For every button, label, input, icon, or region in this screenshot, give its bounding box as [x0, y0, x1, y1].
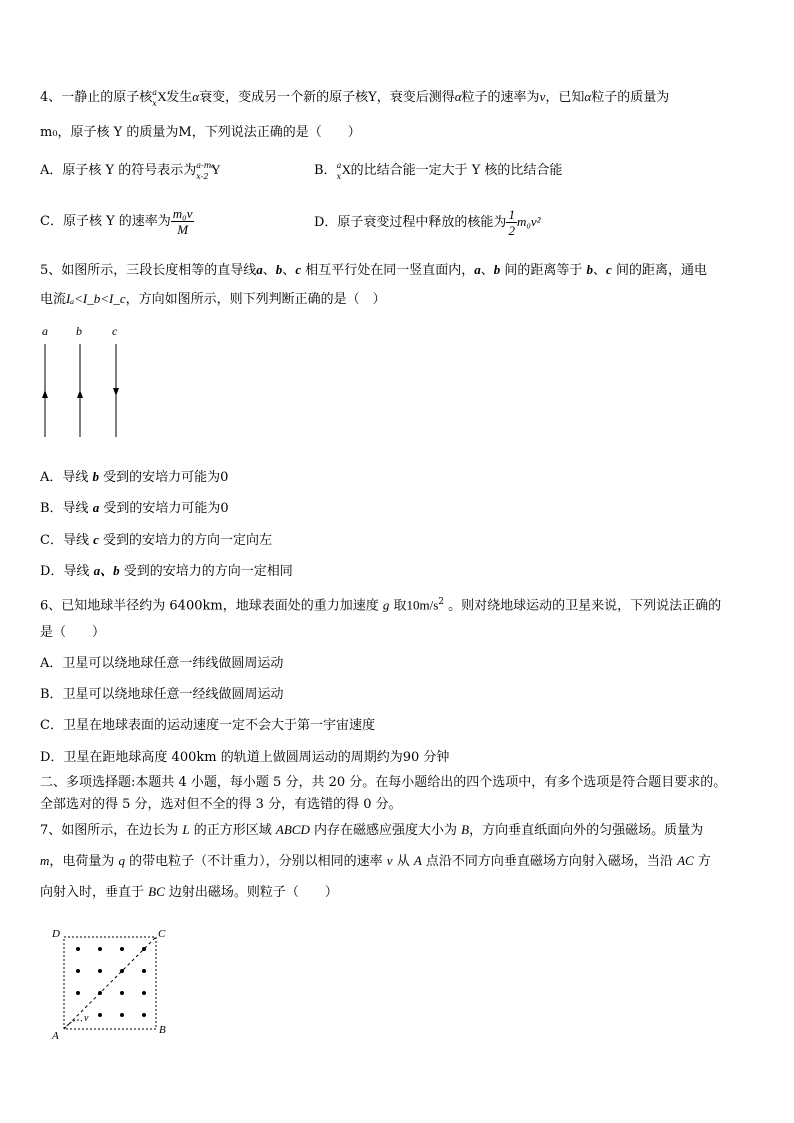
field-dot	[76, 991, 80, 995]
field-dot	[98, 1013, 102, 1017]
q4-option-b: B． a x X 的比结合能一定大于 Y 核的比结合能	[314, 161, 563, 181]
section2-heading-line2: 全部选对的得 5 分，选对但不全的得 3 分，有选错的得 0 分。	[40, 797, 402, 812]
q4-text: 4、一静止的原子核	[40, 90, 153, 105]
q4-option-a: A．原子核 Y 的符号表示为 a-m₀ x-2 Y	[40, 161, 221, 181]
field-dot	[120, 969, 124, 973]
field-dot	[120, 1013, 124, 1017]
corner-label-d: D	[52, 928, 60, 940]
q4-option-c: C．原子核 Y 的速率为 $\frac{\text{m₀v}}{M}$	[40, 206, 193, 237]
nuclide-x: a x X	[336, 161, 351, 181]
q6-option-c: C．卫星在地球表面的运动速度一定不会大于第一宇宙速度	[40, 718, 375, 733]
current-up-arrow-b	[77, 390, 83, 398]
wires-figure	[30, 322, 140, 444]
velocity-arc	[64, 1020, 82, 1029]
fraction-one-half: $\frac{1}{2}$	[508, 207, 515, 238]
q7-stem-line2: m，电荷量为 q 的带电粒子（不计重力），分别以相同的速率 v 从 A 点沿不同方向垂直磁场方向射入磁场，当沿 AC 方	[40, 853, 711, 869]
q4-stem-line2: m₀，原子核 Y 的质量为M，下列说法正确的是（ ）	[40, 125, 361, 140]
fraction-m0v-over-M: $\frac{\text{m₀v}}{M}$	[172, 206, 193, 237]
q5-option-c: C．导线 c 受到的安培力的方向一定向左	[40, 532, 273, 548]
q4-option-d: D．原子衰变过程中释放的核能为 $\frac{1}{2}$ m₀v²	[314, 207, 541, 238]
current-down-arrow-c	[113, 388, 119, 396]
q6-option-b: B．卫星可以绕地球任意一经线做圆周运动	[40, 687, 284, 702]
q6-stem-line1: 6、已知地球半径约为 6400km，地球表面处的重力加速度 g 取$10m/s^2$ 。则对绕地球运动的卫星来说，下列说法正确的	[40, 597, 722, 614]
nuclide-y: a-m₀ x-2 Y	[196, 161, 221, 181]
velocity-label-v: v	[84, 1013, 89, 1024]
corner-label-a: A	[52, 1030, 59, 1042]
current-inequality: Iₐ<I_b<I_c	[66, 291, 126, 306]
q4-stem-line1: 4、一静止的原子核 a x X 发生α衰变，变成另一个新的原子核Y，衰变后测得α粒子的速率为v，已知α粒子的质量为	[40, 88, 670, 108]
field-dot	[142, 1013, 146, 1017]
q5-option-b: B．导线 a 受到的安培力可能为0	[40, 500, 229, 516]
field-dot	[98, 991, 102, 995]
alpha-symbol: α	[192, 89, 200, 104]
q6-stem-line2: 是（ ）	[40, 625, 106, 640]
q5-option-a: A．导线 b 受到的安培力可能为0	[40, 469, 229, 485]
q5-option-d: D．导线 a、b 受到的安培力的方向一定相同	[40, 563, 293, 579]
current-up-arrow-a	[42, 390, 48, 398]
wire-label-c: c	[112, 324, 118, 338]
field-dot	[98, 969, 102, 973]
field-dot	[142, 991, 146, 995]
q6-option-d: D．卫星在距地球高度 400km 的轨道上做圆周运动的周期约为90 分钟	[40, 750, 450, 765]
field-dot	[98, 947, 102, 951]
q7-stem-line3: 向射入时，垂直于 BC 边射出磁场。则粒子（ ）	[40, 884, 338, 900]
wire-label-a: a	[42, 324, 48, 338]
field-dot	[142, 947, 146, 951]
q6-option-a: A．卫星可以绕地球任意一纬线做圆周运动	[40, 656, 284, 671]
corner-label-c: C	[158, 928, 166, 940]
nuclide-x: a x X	[152, 88, 167, 108]
q5-stem-line1: 5、如图所示，三段长度相等的直导线a、b、c 相互平行处在同一竖直面内，a、b 间的距离等于 b、c 间的距离，通电	[40, 262, 707, 278]
field-dot	[120, 991, 124, 995]
field-dot	[76, 969, 80, 973]
magnetic-field-figure	[46, 925, 176, 1045]
corner-label-b: B	[159, 1024, 166, 1036]
field-dot	[142, 969, 146, 973]
section2-heading-line1: 二、多项选择题:本题共 4 小题，每小题 5 分，共 20 分。在每小题给出的四个选项中，有多个选项是符合题目要求的。	[40, 775, 727, 790]
q7-stem-line1: 7、如图所示，在边长为 L 的正方形区域 ABCD 内存在磁感应强度大小为 B，方向垂直纸面向外的匀强磁场。质量为	[40, 822, 704, 838]
field-dot	[120, 947, 124, 951]
wire-label-b: b	[76, 324, 82, 338]
field-dot	[76, 947, 80, 951]
q5-stem-line2: 电流Iₐ<I_b<I_c，方向如图所示，则下列判断正确的是（ ）	[40, 291, 386, 307]
